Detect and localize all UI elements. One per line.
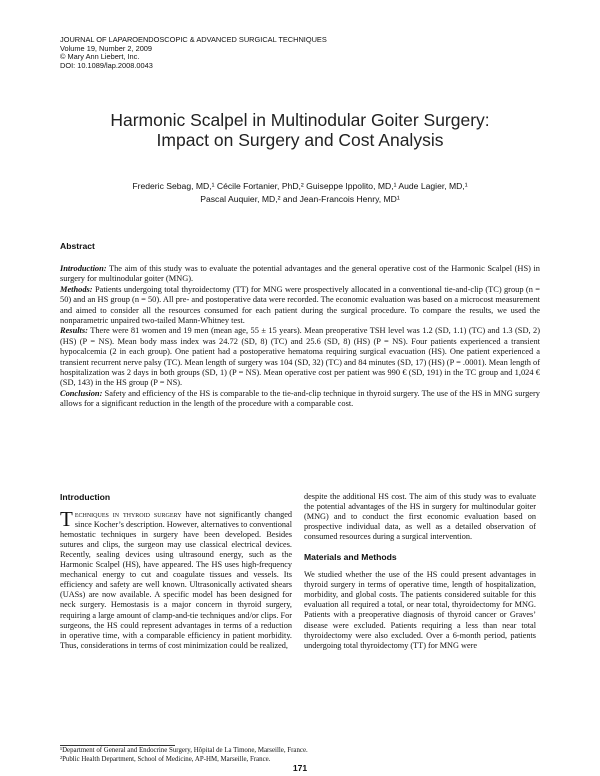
- abstract-intro-label: Introduction:: [60, 264, 107, 273]
- title-line-1: Harmonic Scalpel in Multinodular Goiter Surgery:: [110, 110, 490, 130]
- footnote-1: ¹Department of General and Endocrine Surgery, Hôpital de La Timone, Marseille, France.: [60, 747, 308, 754]
- abstract-conclusion: [60, 389, 540, 410]
- abstract-heading: Abstract: [60, 241, 95, 251]
- journal-header: [60, 36, 327, 70]
- intro-lead-in: echniques in thyroid surgery: [74, 510, 182, 520]
- footnotes: [60, 747, 308, 764]
- abstract-body: [60, 264, 540, 410]
- page-number: 171: [292, 763, 308, 773]
- abstract-results: [60, 326, 540, 388]
- right-column: [304, 492, 536, 651]
- methods-paragraph: We studied whether the use of the HS could present advantages in thyroid surgery in terms of operative time, length of hospitalization, morbidity, and global costs. The patients considered suitable for this evaluation all required a total, or near total, thyroidectomy for MNG. Patients with a preoperative diagnosis of thyroid cancer or Graves’ disease were excluded. Patients requiring a less than near total thyroidectomy were also excluded. Over a 6-month period, patients undergoing total thyroidectomy (TT) for MNG were: [304, 570, 536, 650]
- drop-cap: T: [60, 507, 73, 532]
- author-list: [40, 180, 560, 205]
- abstract-methods-text: Patients undergoing total thyroidectomy (TT) for MNG were prospectively allocated in a conventional tie-and-clip (TC) group (n = 50) and an HS group (n = 50). All pre- and postoperative data were recorded. The economic evaluation was based on a microcost measurement and aimed to consider all the resources consumed for each patient during the surgical procedure. To compare the results, we used the nonparametric unpaired two-tailed Mann-Whitney test.: [60, 284, 540, 326]
- introduction-continued: despite the additional HS cost. The aim of this study was to evaluate the potential advantages of the HS in surgery for multinodular goiter (MNG) and to conduct the first economic evaluation based on prospective individual data, as well as a detailed observation of consumed resources during a surgical intervention.: [304, 492, 536, 542]
- introduction-text: have not significantly changed since Kocher’s description. However, alternatives to conventional hemostatic techniques in surgery have been developed. Besides sutures and clips, the surgeon may use classical electrical devices. Recently, sealing devices using ultrasound energy, such as the Harmonic Scalpel (HS), have appeared. The HS uses high-frequency mechanical energy to cut and coagulate tissues and vessels. Its efficiency and safety are well known. Ultrasonically activated shears (UASs) are now available. A specific model has been designed for neck surgery. Hemostasis is a major concern in thyroid surgery, requiring a large amount of clamp-and-tie techniques and/or clips. For surgeons, the HS could represent advantages in terms of a reduction in operative time, with a comparable efficiency in patient morbidity. Thus, considerations in terms of cost minimization could be realized,: [60, 510, 292, 650]
- footnote-divider: [60, 745, 175, 746]
- abstract-conclusion-text: Safety and efficiency of the HS is comparable to the tie-and-clip technique in thyroid surgery. The use of the HS in MNG surgery allows for a significant reduction in the length of the procedure with a comparable cost.: [60, 388, 540, 409]
- methods-heading: Materials and Methods: [304, 552, 397, 563]
- abstract-results-text: There were 81 women and 19 men (mean age, 55 ± 15 years). Mean preoperative TSH level was 1.2 (SD, 1.1) (TC) and 1.3 (SD, 2) (HS) (P = NS). Mean body mass index was 24.72 (SD, 8) (TC) and 25.6 (SD, 8) (HS) (P = NS). Four patients experienced a transient hypocalcemia (2 in each group). One patient had a postoperative hematoma requiring surgical evacuation (HS). One patient experienced a transient recurrent nerve palsy (TC). Mean length of surgery was 104 (SD, 32) (TC) and 84 minutes (SD, 17) (HS) (P = .0001). Mean length of hospitalization was 2 days in both groups (SD, 1) (P = NS). Mean operative cost per patient was 990 € (SD, 191) in the TC group and 1,024 € (SD, 143) in the HS group (P = NS).: [60, 326, 540, 388]
- journal-copyright: © Mary Ann Liebert, Inc.: [60, 52, 140, 62]
- abstract-conclusion-label: Conclusion:: [60, 388, 103, 398]
- footnote-2: ²Public Health Department, School of Medicine, AP-HM, Marseille, France.: [60, 755, 271, 763]
- introduction-heading: Introduction: [60, 492, 111, 502]
- title-line-2: Impact on Surgery and Cost Analysis: [156, 130, 444, 150]
- abstract-results-label: Results:: [60, 326, 88, 336]
- left-column: [60, 492, 292, 651]
- abstract-methods-label: Methods:: [60, 284, 93, 294]
- introduction-paragraph: [60, 507, 292, 651]
- article-title: [40, 110, 560, 150]
- abstract-methods: [60, 285, 540, 327]
- journal-doi: DOI: 10.1089/lap.2008.0043: [60, 60, 153, 70]
- abstract-intro-text: The aim of this study was to evaluate the potential advantages and the general operative cost of the Harmonic Scalpel (HS) in surgery for multinodular goiter (MNG).: [60, 264, 540, 284]
- authors-line-1: Frederic Sebag, MD,¹ Cécile Fortanier, PhD,² Guiseppe Ippolito, MD,¹ Aude Lagier, MD,¹: [132, 181, 468, 191]
- journal-volume: Volume 19, Number 2, 2009: [60, 43, 153, 53]
- abstract-introduction: [60, 264, 540, 285]
- authors-line-2: Pascal Auquier, MD,² and Jean-Francois Henry, MD¹: [200, 193, 400, 204]
- journal-name: JOURNAL OF LAPAROENDOSCOPIC & ADVANCED SURGICAL TECHNIQUES: [60, 35, 327, 44]
